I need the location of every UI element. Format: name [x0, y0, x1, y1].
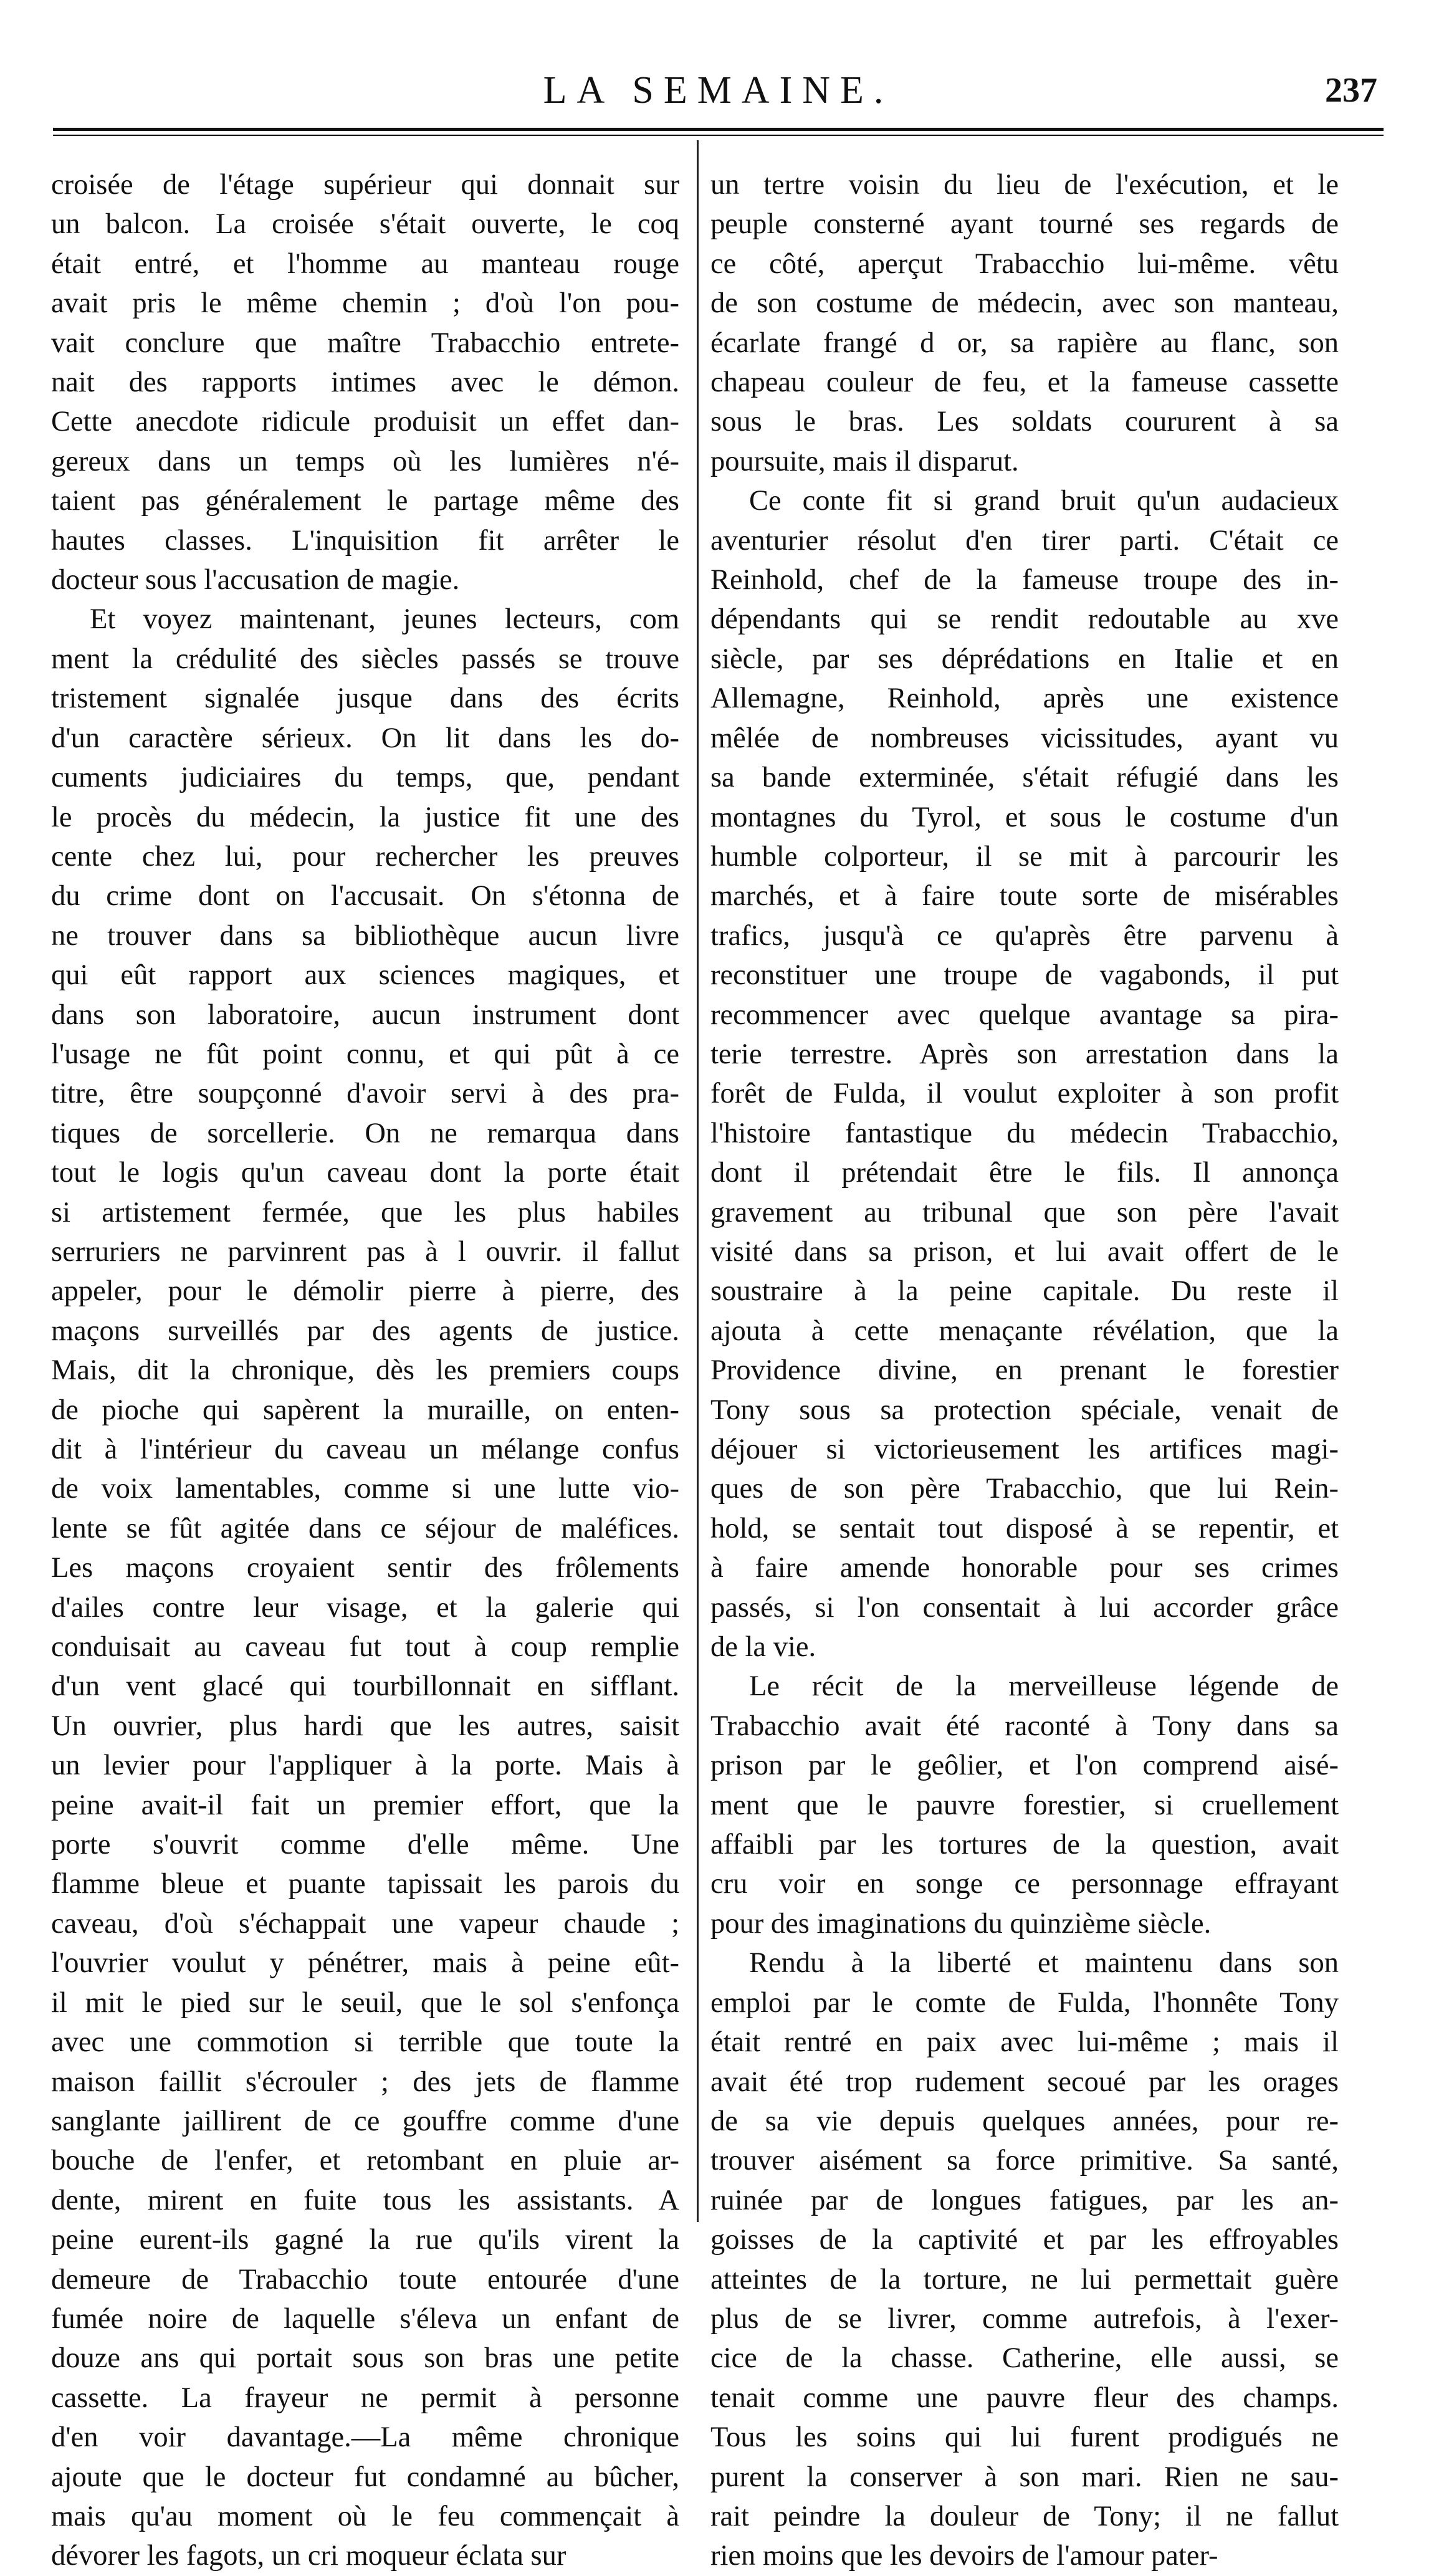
text-line: si artistement fermée, que les plus habiles [51, 1196, 679, 1228]
text-line: peuple consterné ayant tourné ses regards de [710, 208, 1339, 241]
text-line: d'un caractère sérieux. On lit dans les do- [51, 722, 679, 754]
text-line: de son costume de médecin, avec son manteau, [710, 287, 1339, 320]
text-line: l'usage ne fût point connu, et qui pût à ce [51, 1038, 679, 1070]
running-head [53, 65, 1384, 115]
text-line: Allemagne, Reinhold, après une existence [710, 682, 1339, 715]
text-line: chapeau couleur de feu, et la fameuse cassette [710, 366, 1339, 399]
text-line: tristement signalée jusque dans des écrits [51, 682, 679, 715]
text-line: Providence divine, en prenant le forestier [710, 1354, 1339, 1387]
text-line: ment que le pauvre forestier, si cruellement [710, 1789, 1339, 1821]
text-line: peine avait-il fait un premier effort, que la [51, 1789, 679, 1821]
text-line: dévorer les fagots, un cri moqueur éclata sur [51, 2540, 567, 2572]
paragraph [710, 1943, 1339, 2576]
text-line: Reinhold, chef de la fameuse troupe des in- [710, 564, 1339, 596]
text-line: pour des imaginations du quinzième siècle. [710, 1907, 1212, 1940]
text-line: cente chez lui, pour rechercher les preuves [51, 840, 679, 873]
text-line: hold, se sentait tout disposé à se repentir, et [710, 1512, 1339, 1544]
text-line: du crime dont on l'accusait. On s'étonna de [51, 880, 679, 912]
text-line: un levier pour l'appliquer à la porte. Mais à [51, 1750, 679, 1782]
text-line: emploi par le comte de Fulda, l'honnête Tony [710, 1986, 1339, 2019]
text-line: douze ans qui portait sous son bras une petite [51, 2342, 679, 2375]
text-line: nait des rapports intimes avec le démon. [51, 366, 679, 399]
text-line: dépendants qui se rendit redoutable au xve [710, 603, 1339, 636]
text-line: d'en voir davantage.—La même chronique [51, 2421, 679, 2454]
paragraph [51, 600, 679, 2575]
text-line: peine eurent-ils gagné la rue qu'ils virent la [51, 2224, 679, 2256]
text-line: dit à l'intérieur du caveau un mélange confus [51, 1434, 679, 1465]
text-line: croisée de l'étage supérieur qui donnait sur [51, 169, 679, 201]
text-line: il mit le pied sur le seuil, que le sol s'enfonça [51, 1986, 679, 2019]
text-line: soustraire à la peine capitale. Du reste il [710, 1275, 1339, 1308]
text-line: recommencer avec quelque avantage sa pira- [710, 998, 1339, 1031]
text-line: Et voyez maintenant, jeunes lecteurs, com [90, 603, 679, 636]
text-line: sanglante jaillirent de ce gouffre comme d'une [51, 2105, 679, 2137]
text-line: bouche de l'enfer, et retombant en pluie ar- [51, 2145, 679, 2177]
text-line: l'histoire fantastique du médecin Trabacchio, [710, 1117, 1339, 1149]
text-line: Rendu à la liberté et maintenu dans son [749, 1947, 1339, 1980]
text-line: gereux dans un temps où les lumières n'é- [51, 445, 679, 477]
paragraph [710, 1667, 1339, 1943]
text-line: mêlée de nombreuses vicissitudes, ayant vu [710, 722, 1339, 754]
paragraph [51, 165, 679, 600]
text-line: porte s'ouvrit comme d'elle même. Une [51, 1829, 679, 1861]
text-line: plus de se livrer, comme autrefois, à l'exer- [710, 2302, 1339, 2335]
text-line: gravement au tribunal que son père l'avait [710, 1196, 1339, 1228]
text-line: hautes classes. L'inquisition fit arrêter le [51, 524, 679, 557]
text-line: sa bande exterminée, s'était réfugié dans les [710, 762, 1339, 794]
text-line: Un ouvrier, plus hardi que les autres, saisit [51, 1710, 679, 1742]
text-line: qui eût rapport aux sciences magiques, et [51, 959, 679, 992]
text-line: ne trouver dans sa bibliothèque aucun livre [51, 919, 679, 952]
text-line: visité dans sa prison, et lui avait offert de le [710, 1235, 1339, 1268]
text-line: serruriers ne parvinrent pas à l ouvrir. il fallut [51, 1235, 679, 1268]
text-line: forêt de Fulda, il voulut exploiter à son profit [710, 1078, 1339, 1110]
journal-title: LA SEMAINE. [543, 69, 894, 112]
header-rule [53, 128, 1384, 136]
text-line: flamme bleue et puante tapissait les parois du [51, 1868, 679, 1900]
text-line: Tous les soins qui lui furent prodigués ne [710, 2421, 1339, 2454]
text-line: était entré, et l'homme au manteau rouge [51, 247, 679, 280]
text-line: rait peindre la douleur de Tony; il ne fallut [710, 2500, 1339, 2532]
text-line: avec une commotion si terrible que toute la [51, 2026, 679, 2059]
text-line: de pioche qui sapèrent la muraille, on enten- [51, 1394, 679, 1426]
text-line: affaibli par les tortures de la question, avait [710, 1829, 1339, 1861]
text-line: purent la conserver à son mari. Rien ne sau- [710, 2461, 1339, 2493]
paragraph [710, 481, 1339, 1667]
text-line: le procès du médecin, la justice fit une des [51, 801, 679, 833]
text-line: appeler, pour le démolir pierre à pierre, des [51, 1275, 679, 1308]
text-line: titre, être soupçonné d'avoir servi à des pra- [51, 1078, 679, 1110]
text-line: lente se fût agitée dans ce séjour de maléfices. [51, 1512, 679, 1544]
text-line: de la vie. [710, 1631, 816, 1664]
text-line: écarlate frangé d or, sa rapière au flanc, son [710, 327, 1339, 359]
text-line: sous le bras. Les soldats coururent à sa [710, 406, 1339, 438]
text-line: tenait comme une pauvre fleur des champs. [710, 2382, 1339, 2414]
text-line: trafics, jusqu'à ce qu'après être parvenu à [710, 919, 1339, 952]
text-line: reconstituer une troupe de vagabonds, il put [710, 959, 1339, 992]
text-line: Le récit de la merveilleuse légende de [749, 1670, 1339, 1703]
text-line: l'ouvrier voulut y pénétrer, mais à peine eût- [51, 1947, 679, 1980]
text-line: prison par le geôlier, et l'on comprend aisé- [710, 1750, 1339, 1782]
text-line: tiques de sorcellerie. On ne remarqua dans [51, 1117, 679, 1149]
text-line: vait conclure que maître Trabacchio entrete- [51, 327, 679, 359]
text-line: Tony sous sa protection spéciale, venait de [710, 1394, 1339, 1426]
text-line: aventurier résolut d'en tirer parti. C'était ce [710, 524, 1339, 557]
text-line: d'ailes contre leur visage, et la galerie qui [51, 1591, 679, 1624]
text-line: dans son laboratoire, aucun instrument dont [51, 998, 679, 1031]
text-line: maçons surveillés par des agents de justice. [51, 1314, 679, 1347]
text-line: cassette. La frayeur ne permit à personne [51, 2382, 679, 2414]
text-line: d'un vent glacé qui tourbillonnait en sifflant. [51, 1670, 679, 1703]
text-line: avait été trop rudement secoué par les orages [710, 2066, 1339, 2098]
column-divider [697, 140, 699, 2222]
text-line: de voix lamentables, comme si une lutte vio- [51, 1473, 679, 1505]
text-line: Les maçons croyaient sentir des frôlements [51, 1552, 679, 1584]
text-line: ce côté, aperçut Trabacchio lui-même. vêtu [710, 247, 1339, 280]
text-line: de sa vie depuis quelques années, pour re- [710, 2105, 1339, 2137]
text-line: cru voir en songe ce personnage effrayant [710, 1868, 1339, 1900]
text-line: un balcon. La croisée s'était ouverte, le coq [51, 208, 679, 241]
paragraph [710, 165, 1339, 481]
text-line: goisses de la captivité et par les effroyables [710, 2224, 1339, 2256]
text-line: ajouta à cette menaçante révélation, que la [710, 1314, 1339, 1347]
text-line: trouver aisément sa force primitive. Sa santé, [710, 2145, 1339, 2177]
text-line: conduisait au caveau fut tout à coup remplie [51, 1631, 679, 1664]
text-line: dont il prétendait être le fils. Il annonça [710, 1157, 1339, 1189]
text-line: déjouer si victorieusement les artifices magi- [710, 1434, 1339, 1465]
text-line: était rentré en paix avec lui-même ; mais il [710, 2026, 1339, 2059]
text-line: demeure de Trabacchio toute entourée d'une [51, 2263, 679, 2296]
text-line: ruinée par de longues fatigues, par les an- [710, 2184, 1339, 2216]
page-number: 237 [1325, 71, 1377, 110]
text-line: dente, mirent en fuite tous les assistants. A [51, 2184, 679, 2216]
text-line: mais qu'au moment où le feu commençait à [51, 2500, 679, 2532]
text-line: ques de son père Trabacchio, que lui Rein- [710, 1473, 1339, 1505]
text-line: un tertre voisin du lieu de l'exécution, et le [710, 169, 1339, 201]
text-line: siècle, par ses déprédations en Italie et en [710, 643, 1339, 675]
text-line: taient pas généralement le partage même des [51, 485, 679, 517]
text-line: marchés, et à faire toute sorte de misérables [710, 880, 1339, 912]
text-line: rien moins que les devoirs de l'amour pater- [710, 2540, 1218, 2572]
text-line: fumée noire de laquelle s'éleva un enfant de [51, 2302, 679, 2335]
text-line: poursuite, mais il disparut. [710, 445, 1019, 477]
text-line: Ce conte fit si grand bruit qu'un audacieux [749, 485, 1339, 517]
text-line: cuments judiciaires du temps, que, pendant [51, 762, 679, 794]
text-line: terie terrestre. Après son arrestation dans la [710, 1038, 1339, 1070]
text-line: cice de la chasse. Catherine, elle aussi, se [710, 2342, 1339, 2375]
text-line: humble colporteur, il se mit à parcourir les [710, 840, 1339, 873]
text-line: docteur sous l'accusation de magie. [51, 564, 460, 596]
text-line: Mais, dit la chronique, dès les premiers coups [51, 1354, 679, 1387]
text-line: passés, si l'on consentait à lui accorder grâce [710, 1591, 1339, 1624]
text-line: avait pris le même chemin ; d'où l'on pou- [51, 287, 679, 320]
text-line: maison faillit s'écrouler ; des jets de flamme [51, 2066, 679, 2098]
text-line: caveau, d'où s'échappait une vapeur chaude ; [51, 1907, 679, 1940]
text-line: montagnes du Tyrol, et sous le costume d'un [710, 801, 1339, 833]
text-line: Cette anecdote ridicule produisit un effet dan- [51, 406, 679, 438]
text-line: Trabacchio avait été raconté à Tony dans sa [710, 1710, 1339, 1742]
right-column [710, 165, 1339, 2576]
text-line: tout le logis qu'un caveau dont la porte était [51, 1157, 679, 1189]
text-line: à faire amende honorable pour ses crimes [710, 1552, 1339, 1584]
left-column [51, 165, 679, 2576]
text-line: atteintes de la torture, ne lui permettait guère [710, 2263, 1339, 2296]
text-line: ajoute que le docteur fut condamné au bûcher, [51, 2461, 679, 2493]
text-line: ment la crédulité des siècles passés se trouve [51, 643, 679, 675]
